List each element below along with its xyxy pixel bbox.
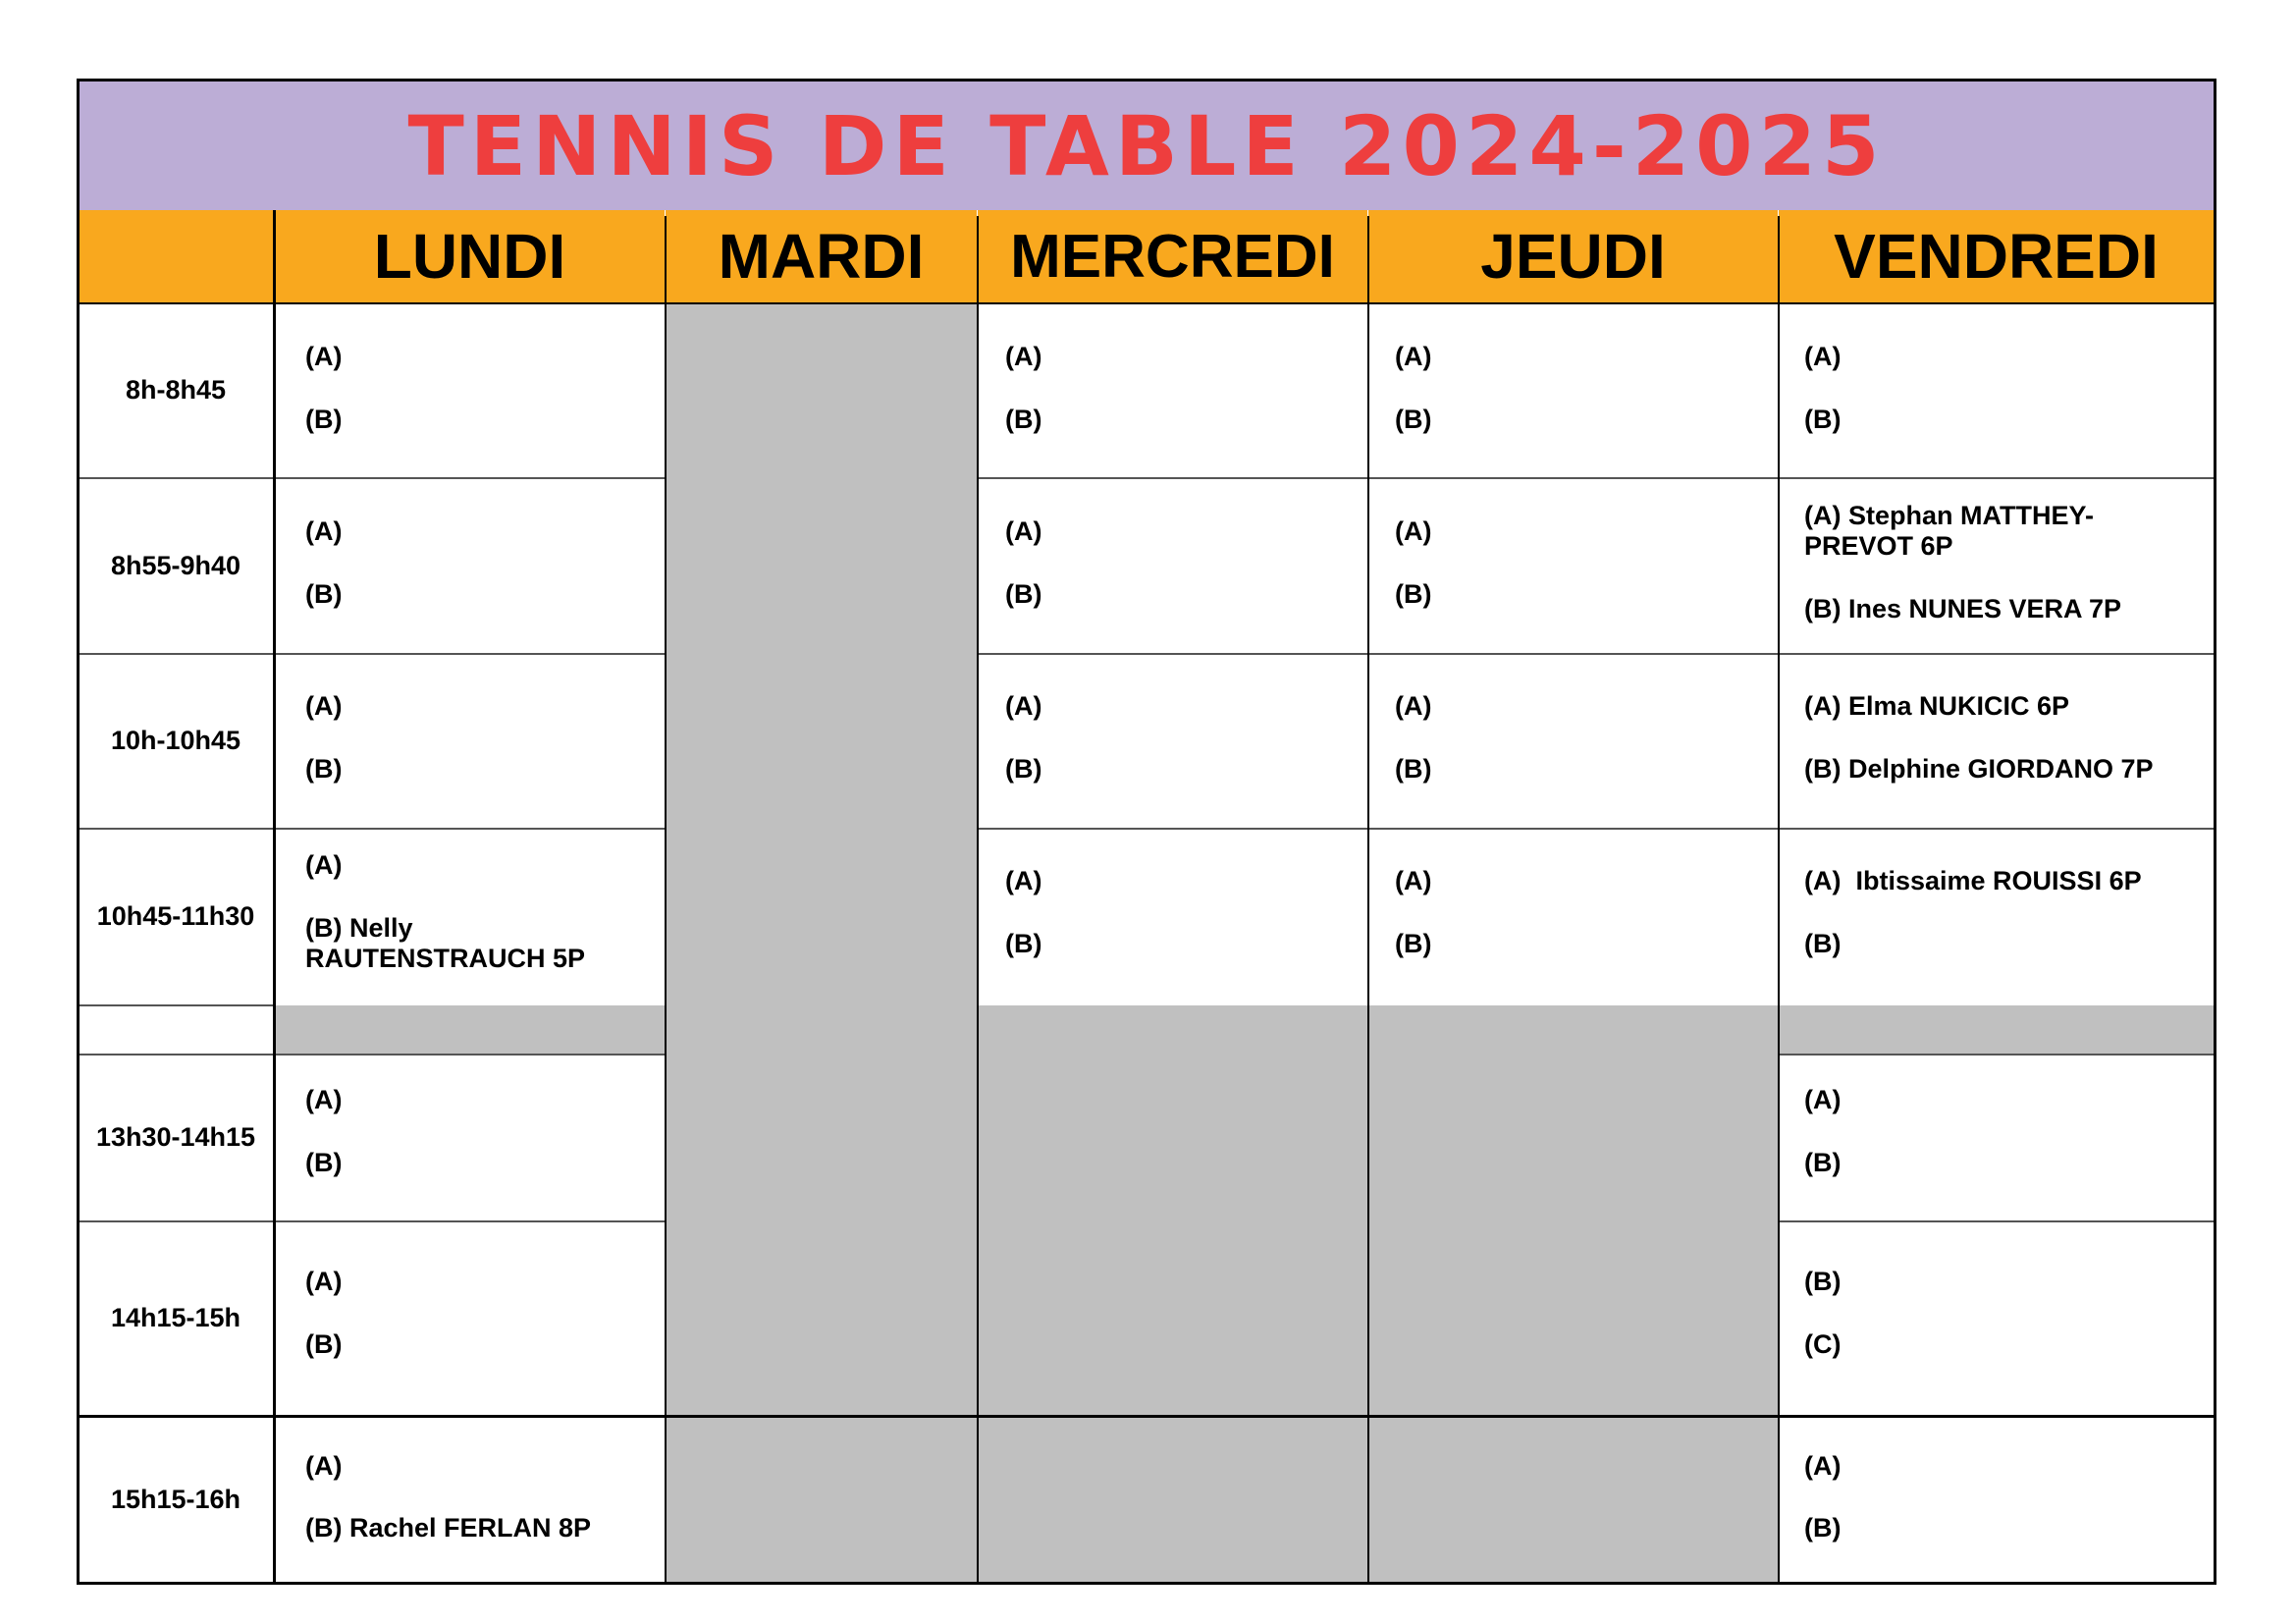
header-mercredi: MERCREDI (978, 210, 1367, 302)
row-divider (1779, 1054, 2214, 1056)
row-divider (978, 828, 2214, 830)
time-slot: 13h30-14h15 (95, 1122, 256, 1152)
schedule-table: TENNIS DE TABLE 2024-2025 LUNDI MARDI MERCREDI JEUDI VENDREDI 8h-8h45 8h55-9h40 10h-10h45 10h45-11h30 13h30-14h15 14h15-15h 15h15-16h (A) (B) (A) (B) (A) (B) (A) (B) Nelly RAUTENSTRAUCH 5P (A) (B) (A) (B) (A) (B) Rachel FERLAN 8P (A) (B) (A) (B) (A) (B) (A) (B) (A) (B) (A) (B) (A) (B) (A) (B) (A) (B) (A) Stephan MATTHEY- PREVOT 6P (B) Ines NUNES VERA 7P (A) Elma NUKICIC 6P (B) Delphine GIORDANO 7P (A) Ibtissaime ROUISSI 6P (B) (A) (B) (B) (C) (A) (B) (77, 79, 2216, 1585)
col-divider (1367, 216, 1369, 1582)
col-divider (665, 216, 667, 1582)
row-divider (80, 1415, 2214, 1418)
row-divider (1779, 1220, 2214, 1222)
time-slot: 8h-8h45 (125, 375, 227, 405)
row-divider (80, 1004, 275, 1006)
header-corner (80, 210, 274, 302)
time-slot: 14h15-15h (110, 1303, 241, 1332)
col-divider (1778, 216, 1780, 1582)
row-divider (80, 302, 2214, 304)
afternoon-unavailable (978, 1055, 1779, 1582)
lunch-break-band (275, 1005, 2214, 1055)
col-divider (273, 210, 276, 1582)
row-divider (978, 653, 2214, 655)
time-slot: 10h45-11h30 (96, 901, 255, 931)
mardi-unavailable (666, 302, 978, 1582)
col-divider (977, 216, 979, 1582)
time-slot: 8h55-9h40 (110, 550, 241, 580)
title-band (80, 81, 2214, 210)
header-jeudi: JEUDI (1368, 210, 1778, 302)
header-lundi: LUNDI (275, 210, 665, 302)
row-divider (978, 477, 2214, 479)
page-title: TENNIS DE TABLE 2024-2025 (407, 97, 1886, 194)
header-vendredi: VENDREDI (1779, 210, 2214, 302)
header-mardi: MARDI (666, 210, 977, 302)
time-slot: 10h-10h45 (110, 726, 241, 755)
time-slot: 15h15-16h (110, 1484, 241, 1514)
